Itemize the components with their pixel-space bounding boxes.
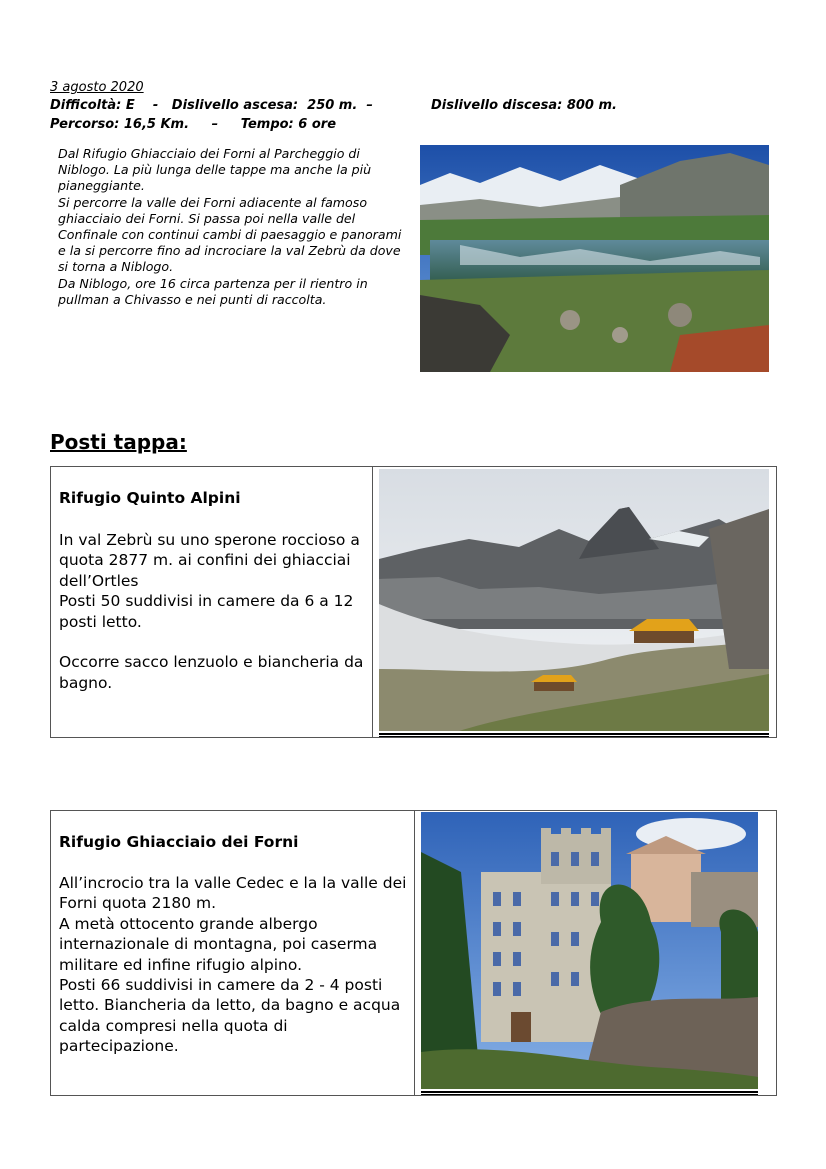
card-paragraph: Posti 66 suddivisi in camere da 2 - 4 posti letto. Biancheria da letto, da bagno e acqua calda compresi nella quota di partecipazione. <box>59 976 401 1056</box>
photo-underline <box>421 1091 758 1095</box>
card-paragraph: In val Zebrù su uno sperone roccioso a quota 2877 m. ai confini dei ghiacciai dell’Ortles <box>59 531 360 590</box>
card-paragraph: Posti 50 suddivisi in camere da 6 a 12 posti letto. <box>59 592 354 631</box>
card-paragraph: All’incrocio tra la valle Cedec e la la valle dei Forni quota 2180 m. <box>59 874 407 913</box>
intro-paragraph: Da Niblogo, ore 16 circa partenza per il rientro in pullman a Chivasso e nei punti di raccolta. <box>58 275 368 307</box>
card-description <box>59 873 409 1057</box>
intro-paragraph: Dal Rifugio Ghiacciaio dei Forni al Parcheggio di Niblogo. La più lunga delle tappe ma anche la più pianeggiante. <box>58 146 372 194</box>
card-paragraph: A metà ottocento grande albergo internazionale di montagna, poi caserma militare ed infine rifugio alpino. <box>59 914 378 974</box>
difficulty-ascent-line: Difficoltà: E - Dislivello ascesa: 250 m. – <box>50 98 373 113</box>
rifugio-quinto-alpini-photo <box>379 469 769 731</box>
rifugio-ghiacciaio-dei-forni-photo <box>421 812 758 1089</box>
alpine-lake-photo <box>420 145 769 372</box>
section-title: Posti tappa: <box>50 430 187 454</box>
descent-line: Dislivello discesa: 800 m. <box>431 98 617 113</box>
card-title: Rifugio Quinto Alpini <box>59 489 241 507</box>
card-description <box>59 530 369 693</box>
card-title: Rifugio Ghiacciaio dei Forni <box>59 833 299 851</box>
distance-time-line: Percorso: 16,5 Km. – Tempo: 6 ore <box>50 117 337 132</box>
photo-underline <box>379 733 769 737</box>
intro-paragraph: Si percorre la valle dei Forni adiacente al famoso ghiacciaio dei Forni. Si passa poi nella valle del Confinale con continui cambi di paesaggio e panorami e la si percorre fino ad incrociare la val Zebrù da dove si torna a Niblogo. <box>58 194 402 275</box>
tour-date: 3 agosto 2020 <box>50 80 144 95</box>
intro-text <box>58 146 408 308</box>
spacer <box>59 632 369 652</box>
card-paragraph: Occorre sacco lenzuolo e biancheria da bagno. <box>59 653 364 692</box>
